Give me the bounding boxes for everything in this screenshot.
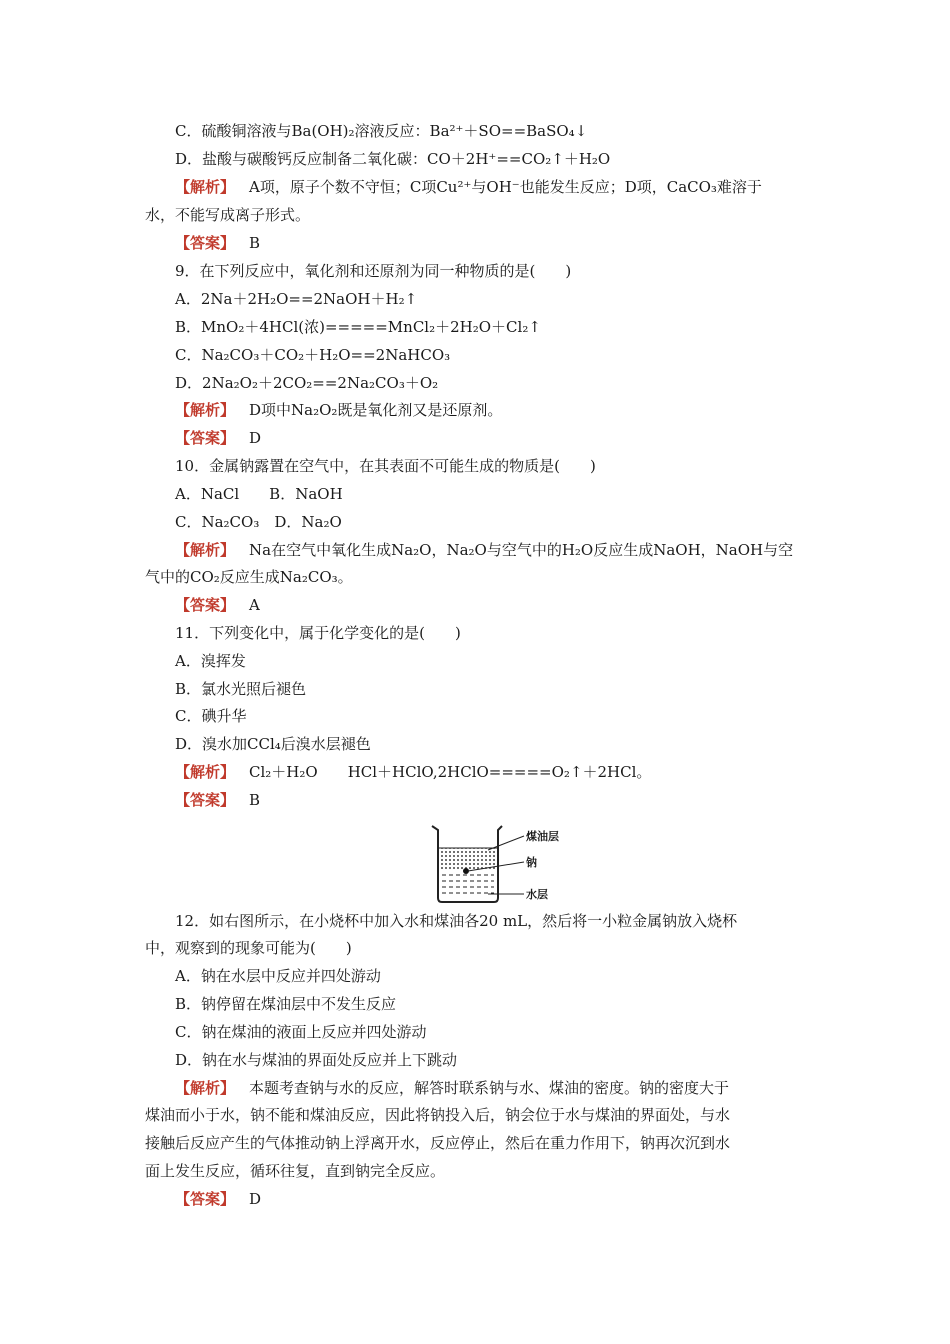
q10-analysis-cont: 气中的CO₂反应生成Na₂CO₃。 [145, 568, 353, 586]
beaker-figure [428, 822, 578, 906]
q10-stem: 10．金属钠露置在空气中，在其表面不可能生成的物质是( ) [175, 457, 596, 475]
analysis-tag: 【解析】 [175, 541, 236, 559]
q8-analysis: 【解析】 A项，原子个数不守恒；C项Cu²⁺与OH⁻也能发生反应；D项，CaCO₃难溶于 [175, 178, 762, 196]
answer-tag: 【答案】 [175, 596, 236, 614]
q10-answer: 【答案】 A [175, 596, 260, 614]
q9-option-d: D．2Na₂O₂＋2CO₂==2Na₂CO₃＋O₂ [175, 374, 439, 392]
q12-option-a: A．钠在水层中反应并四处游动 [175, 967, 381, 985]
q9-option-b: B．MnO₂＋4HCl(浓)=====MnCl₂＋2H₂O＋Cl₂↑ [175, 318, 541, 336]
water-layer [442, 875, 494, 893]
analysis-tag: 【解析】 [175, 1079, 236, 1097]
analysis-tag: 【解析】 [175, 401, 236, 419]
answer-tag: 【答案】 [175, 234, 236, 252]
q12-analysis-cont1: 煤油而小于水，钠不能和煤油反应，因此将钠投入后，钠会位于水与煤油的界面处，与水 [145, 1106, 731, 1124]
q12-stem-cont: 中，观察到的现象可能为( ) [145, 939, 352, 957]
q12-stem: 12．如右图所示，在小烧杯中加入水和煤油各20 mL，然后将一小粒金属钠放入烧杯 [175, 912, 738, 930]
answer-tag: 【答案】 [175, 1190, 236, 1208]
q11-option-a: A．溴挥发 [175, 652, 246, 670]
q11-stem: 11．下列变化中，属于化学变化的是( ) [175, 624, 461, 642]
q12-option-c: C．钠在煤油的液面上反应并四处游动 [175, 1023, 427, 1041]
q11-option-c: C．碘升华 [175, 707, 247, 725]
q12-analysis: 【解析】 本题考查钠与水的反应，解答时联系钠与水、煤油的密度。钠的密度大于 [175, 1079, 730, 1097]
q9-answer: 【答案】 D [175, 429, 262, 447]
q11-option-b: B．氯水光照后褪色 [175, 680, 307, 698]
q9-option-a: A．2Na＋2H₂O==2NaOH＋H₂↑ [175, 290, 418, 308]
q9-option-c: C．Na₂CO₃＋CO₂＋H₂O==2NaHCO₃ [175, 346, 451, 364]
q8-answer: 【答案】 B [175, 234, 261, 252]
analysis-tag: 【解析】 [175, 178, 236, 196]
q8-analysis-cont: 水，不能写成离子形式。 [145, 206, 311, 224]
q12-analysis-cont3: 面上发生反应，循环往复，直到钠完全反应。 [145, 1162, 446, 1180]
q9-stem: 9．在下列反应中，氧化剂和还原剂为同一种物质的是( ) [175, 262, 572, 280]
q11-answer: 【答案】 B [175, 791, 261, 809]
q11-analysis: 【解析】 Cl₂＋H₂O HCl＋HClO,2HClO=====O₂↑＋2HCl。 [175, 763, 652, 781]
q11-option-d: D．溴水加CCl₄后溴水层褪色 [175, 735, 371, 753]
q8-option-d: D．盐酸与碳酸钙反应制备二氧化碳：CO＋2H⁺==CO₂↑＋H₂O [175, 150, 611, 168]
answer-tag: 【答案】 [175, 791, 236, 809]
q12-option-b: B．钠停留在煤油层中不发生反应 [175, 995, 397, 1013]
water-label: 水层 [526, 888, 548, 901]
q8-option-c: C．硫酸铜溶液与Ba(OH)₂溶液反应：Ba²⁺＋SO==BaSO₄↓ [175, 122, 588, 140]
q9-analysis: 【解析】 D项中Na₂O₂既是氧化剂又是还原剂。 [175, 401, 503, 419]
q12-answer: 【答案】 D [175, 1190, 262, 1208]
kerosene-label: 煤油层 [526, 830, 559, 843]
analysis-tag: 【解析】 [175, 763, 236, 781]
answer-tag: 【答案】 [175, 429, 236, 447]
q10-options-cd: C．Na₂CO₃ D．Na₂O [175, 513, 342, 531]
sodium-label: 钠 [526, 856, 537, 869]
q12-option-d: D．钠在水与煤油的界面处反应并上下跳动 [175, 1051, 458, 1069]
q10-analysis: 【解析】 Na在空气中氧化生成Na₂O，Na₂O与空气中的H₂O反应生成NaOH，NaOH与空 [175, 541, 794, 559]
kerosene-layer [439, 848, 497, 870]
q12-analysis-cont2: 接触后反应产生的气体推动钠上浮离开水，反应停止，然后在重力作用下，钠再次沉到水 [145, 1134, 731, 1152]
q10-options-ab: A．NaCl B．NaOH [175, 485, 343, 503]
